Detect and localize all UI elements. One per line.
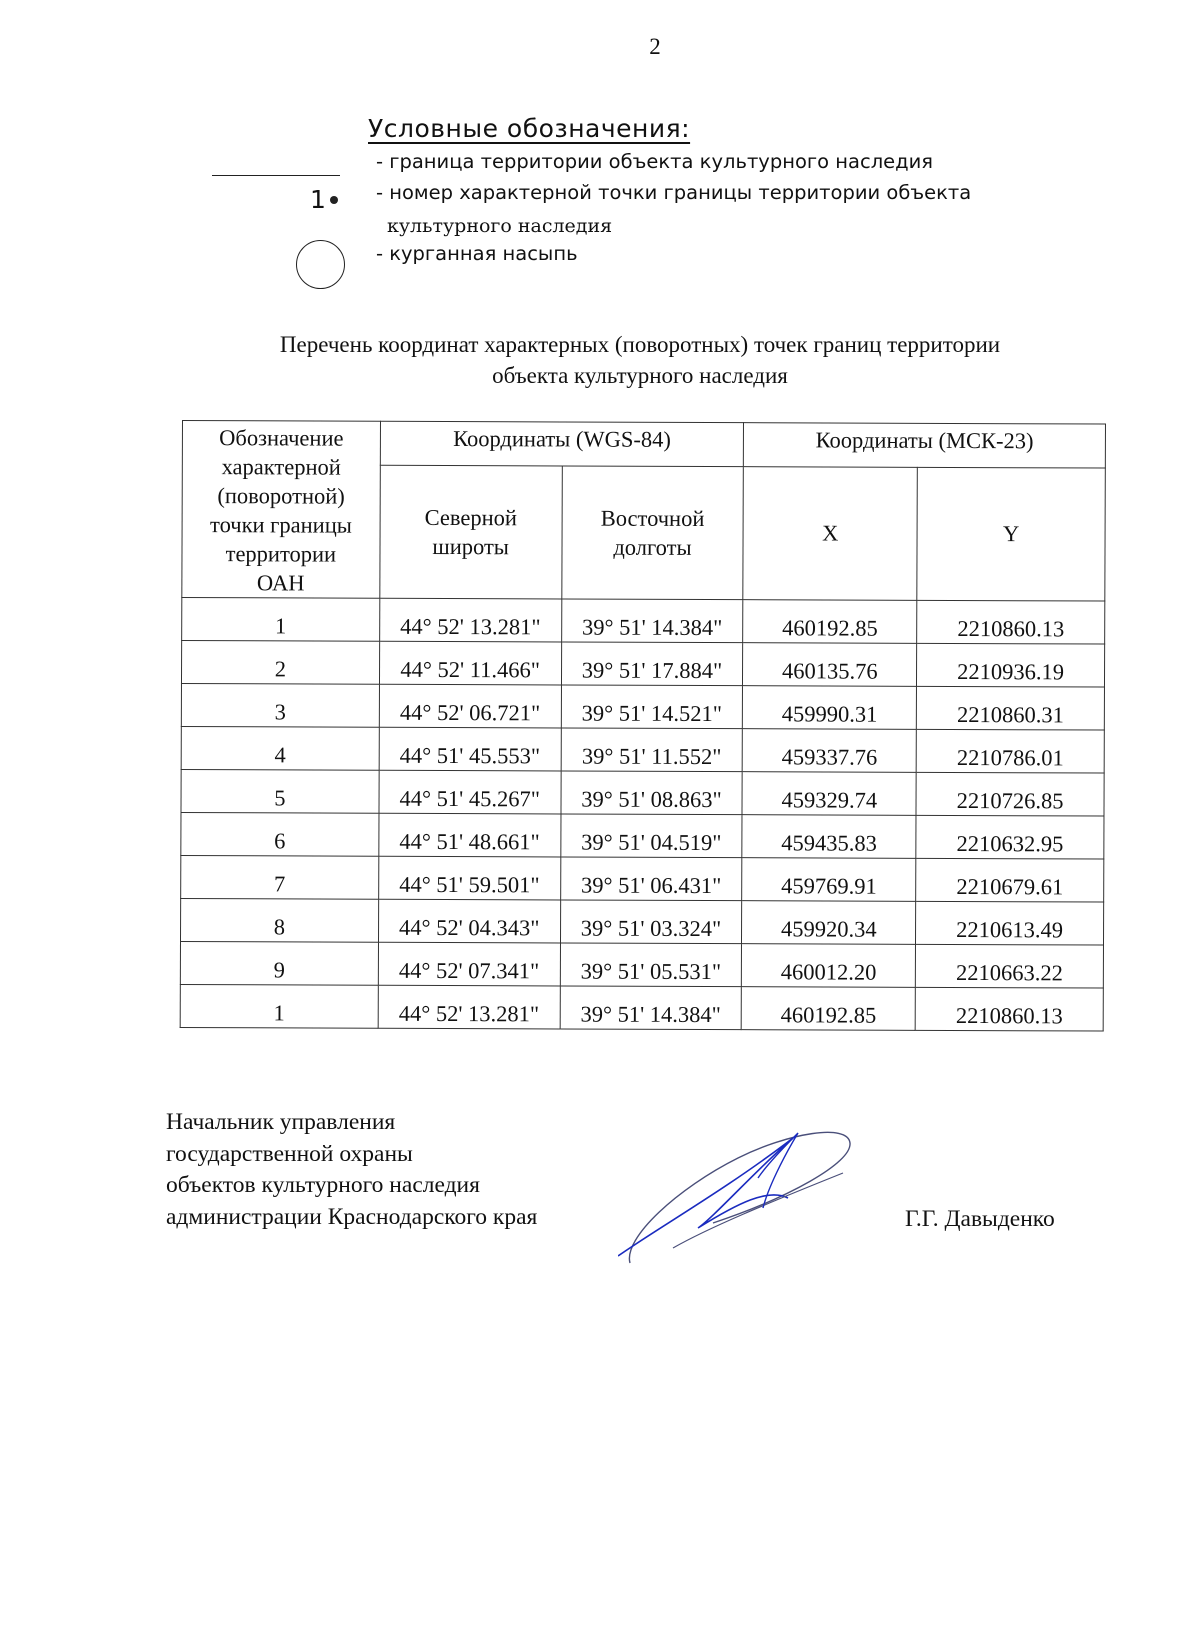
table-caption: [0, 329, 1200, 391]
x-column-header: X: [743, 466, 917, 600]
longitude-cell: 39° 51' 14.384": [561, 599, 743, 643]
latitude-cell: 44° 52' 13.281": [379, 598, 561, 642]
longitude-header-line: долготы: [613, 534, 692, 560]
longitude-cell: 39° 51' 14.521": [561, 685, 743, 729]
point-column-header: [182, 421, 380, 599]
x-cell: 459990.31: [743, 686, 917, 730]
table-row: [181, 769, 1104, 816]
table-row: [181, 684, 1104, 731]
longitude-header-line: Восточной: [600, 505, 705, 531]
wgs-group-header: Координаты (WGS-84): [380, 421, 744, 466]
point-cell: 1: [182, 598, 380, 642]
x-cell: 459435.83: [742, 815, 916, 859]
longitude-cell: 39° 51' 03.324": [560, 900, 742, 944]
x-cell: 459337.76: [743, 729, 917, 773]
latitude-cell: 44° 52' 11.466": [379, 641, 561, 685]
latitude-cell: 44° 52' 04.343": [378, 899, 560, 943]
table-row: [181, 812, 1104, 859]
point-header-line: территории: [225, 541, 337, 567]
table-row: [181, 641, 1104, 688]
mound-circle-symbol: [296, 240, 345, 289]
table-row: [180, 984, 1103, 1031]
latitude-cell: 44° 52' 07.341": [378, 942, 560, 986]
latitude-cell: 44° 51' 45.553": [379, 727, 561, 771]
latitude-cell: 44° 52' 13.281": [378, 985, 560, 1029]
point-cell: 8: [180, 898, 378, 942]
point-header-line: ОАН: [256, 570, 305, 596]
y-cell: 2210786.01: [916, 729, 1104, 773]
x-cell: 460192.85: [743, 600, 917, 644]
legend-item-point-continued: культурного наследия: [387, 215, 613, 237]
y-cell: 2210936.19: [917, 643, 1105, 687]
point-header-line: (поворотной): [217, 483, 345, 509]
table-row: [180, 898, 1103, 945]
point-cell: 7: [181, 855, 379, 899]
signatory-line: объектов культурного наследия: [166, 1172, 480, 1198]
table-row: [181, 855, 1104, 902]
point-cell: 3: [181, 684, 379, 728]
longitude-column-header: [561, 466, 743, 600]
point-cell: 9: [180, 941, 378, 985]
y-cell: 2210679.61: [916, 858, 1104, 902]
coordinates-table: [180, 420, 1106, 1032]
longitude-cell: 39° 51' 06.431": [560, 857, 742, 901]
longitude-cell: 39° 51' 08.863": [561, 771, 743, 815]
signer-name: Г.Г. Давыденко: [905, 1206, 1055, 1232]
latitude-cell: 44° 52' 06.721": [379, 684, 561, 728]
x-cell: 460012.20: [742, 944, 916, 988]
legend-item-mound: - курганная насыпь: [376, 242, 578, 265]
latitude-cell: 44° 51' 45.267": [379, 770, 561, 814]
x-cell: 460192.85: [742, 987, 916, 1031]
signatory-line: администрации Краснодарского края: [166, 1203, 538, 1230]
y-cell: 2210726.85: [916, 772, 1104, 816]
y-cell: 2210663.22: [915, 944, 1103, 988]
handwritten-signature: [618, 1118, 868, 1268]
signatory-line: Начальник управления: [166, 1109, 396, 1135]
latitude-cell: 44° 51' 48.661": [379, 813, 561, 857]
longitude-cell: 39° 51' 05.531": [560, 943, 742, 987]
latitude-column-header: [380, 465, 562, 599]
table-row: [180, 941, 1103, 988]
x-cell: 460135.76: [743, 643, 917, 687]
table-row: [181, 726, 1104, 773]
point-cell: 4: [181, 726, 379, 770]
table-row: [182, 598, 1105, 645]
point-header-line: точки границы: [210, 512, 352, 538]
y-cell: 2210860.31: [916, 686, 1104, 730]
legend-item-point: - номер характерной точки границы территории объекта: [376, 181, 972, 204]
x-cell: 459920.34: [742, 901, 916, 945]
point-number-marker: 1: [310, 185, 326, 214]
point-cell: 6: [181, 812, 379, 856]
latitude-cell: 44° 51' 59.501": [378, 856, 560, 900]
longitude-cell: 39° 51' 11.552": [561, 728, 743, 772]
point-cell: 5: [181, 769, 379, 813]
signatory-line: государственной охраны: [166, 1140, 413, 1167]
longitude-cell: 39° 51' 17.884": [561, 642, 743, 686]
y-cell: 2210632.95: [916, 815, 1104, 859]
caption-line-1: Перечень координат характерных (поворотных) точек границ территории: [279, 332, 1001, 357]
x-cell: 459769.91: [742, 858, 916, 902]
point-cell: 1: [180, 984, 378, 1028]
boundary-line-symbol: [212, 175, 340, 176]
latitude-header-line: Северной: [424, 504, 518, 531]
page-number: 2: [649, 34, 661, 59]
msk-group-header: Координаты (МСК-23): [744, 423, 1106, 468]
longitude-cell: 39° 51' 14.384": [560, 986, 742, 1030]
numbered-point-symbol: [310, 185, 338, 214]
point-dot-icon: [330, 196, 338, 204]
y-column-header: Y: [917, 467, 1105, 601]
legend-title: Условные обозначения:: [368, 114, 691, 143]
longitude-cell: 39° 51' 04.519": [560, 814, 742, 858]
y-cell: 2210860.13: [915, 987, 1103, 1031]
latitude-header-line: широты: [432, 533, 510, 560]
caption-line-2: объекта культурного наследия: [492, 363, 788, 388]
point-header-line: Обозначение: [219, 425, 344, 451]
y-cell: 2210613.49: [916, 901, 1104, 945]
x-cell: 459329.74: [742, 772, 916, 816]
point-header-line: характерной: [221, 454, 341, 480]
legend-item-boundary: - граница территории объекта культурного наследия: [376, 150, 934, 173]
signatory-position: [166, 1107, 537, 1233]
y-cell: 2210860.13: [917, 600, 1105, 644]
point-cell: 2: [181, 641, 379, 685]
